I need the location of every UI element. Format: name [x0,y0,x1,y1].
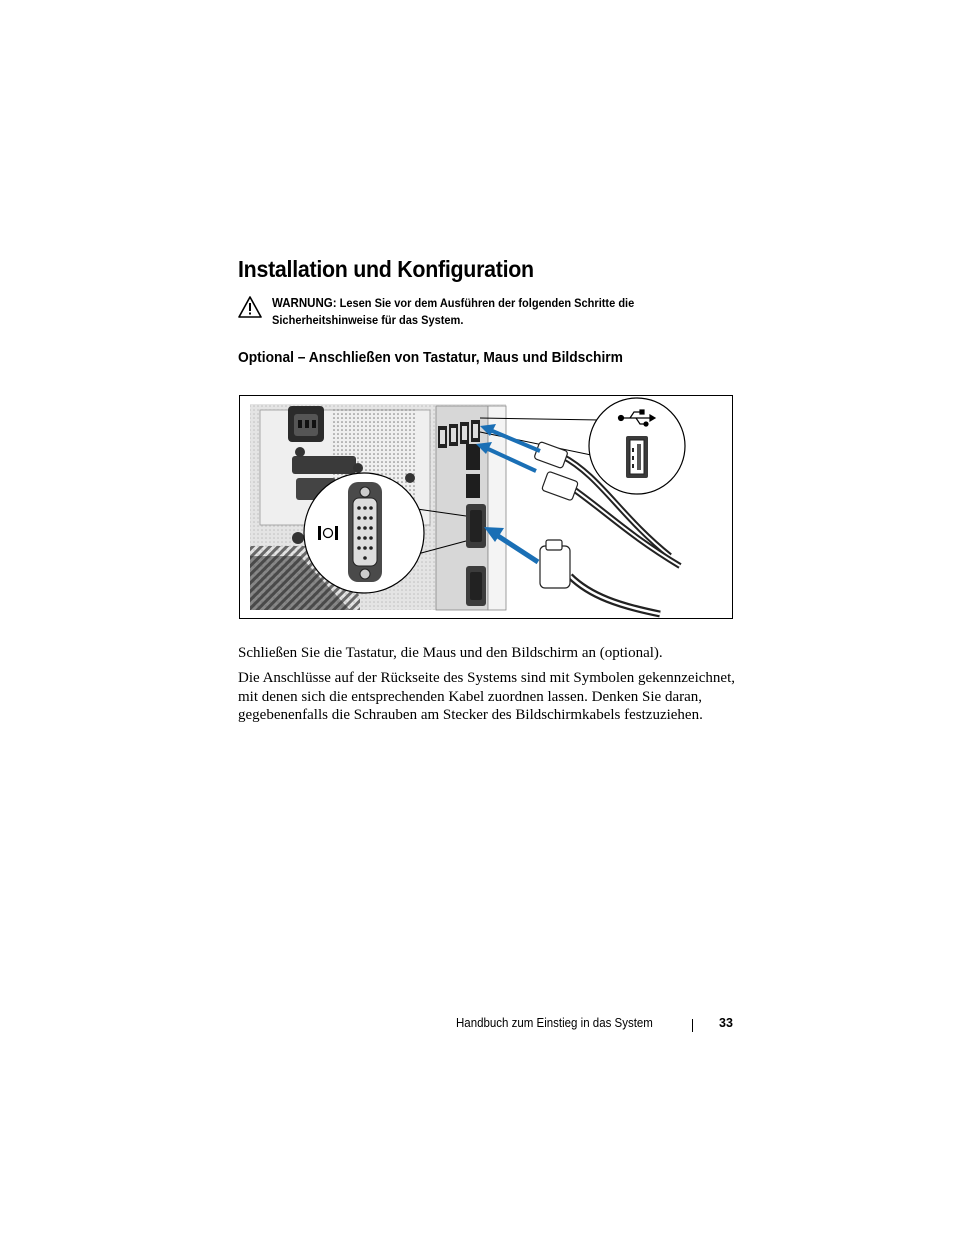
section-subheading: Optional – Anschließen von Tastatur, Maus und Bildschirm [238,349,623,366]
paragraph-symbols: Die Anschlüsse auf der Rückseite des Systems sind mit Symbolen gekennzeichnet, mit denen sich die entsprechenden Kabel zuordnen lassen. Denken Sie daran, gegebenenfalls die Schrauben am Stecker des Bildschirmkabels festzuziehen. [238,670,735,723]
footer-title: Handbuch zum Einstieg in das System [456,1016,653,1030]
power-socket-icon [288,406,324,442]
page-number: 33 [719,1016,733,1030]
monitor-cable-icon [540,540,660,614]
vga-connector-large [348,482,382,582]
footer-separator [692,1019,693,1032]
warning-text [272,295,714,329]
connection-illustration [239,395,733,619]
rear-panel-drawing [240,396,732,618]
page-title: Installation und Konfiguration [238,256,534,282]
warning-label: WARNUNG: [272,296,337,310]
usb-port-large [626,436,648,478]
vga-port-small [466,504,486,548]
page-footer [456,1016,736,1036]
warning-body: Lesen Sie vor dem Ausführen der folgenden Schritte die Sicherheitshinweise für das System. [272,296,635,327]
warning-triangle-icon [238,296,262,318]
paragraph-connect: Schließen Sie die Tastatur, die Maus und den Bildschirm an (optional). [238,645,663,661]
